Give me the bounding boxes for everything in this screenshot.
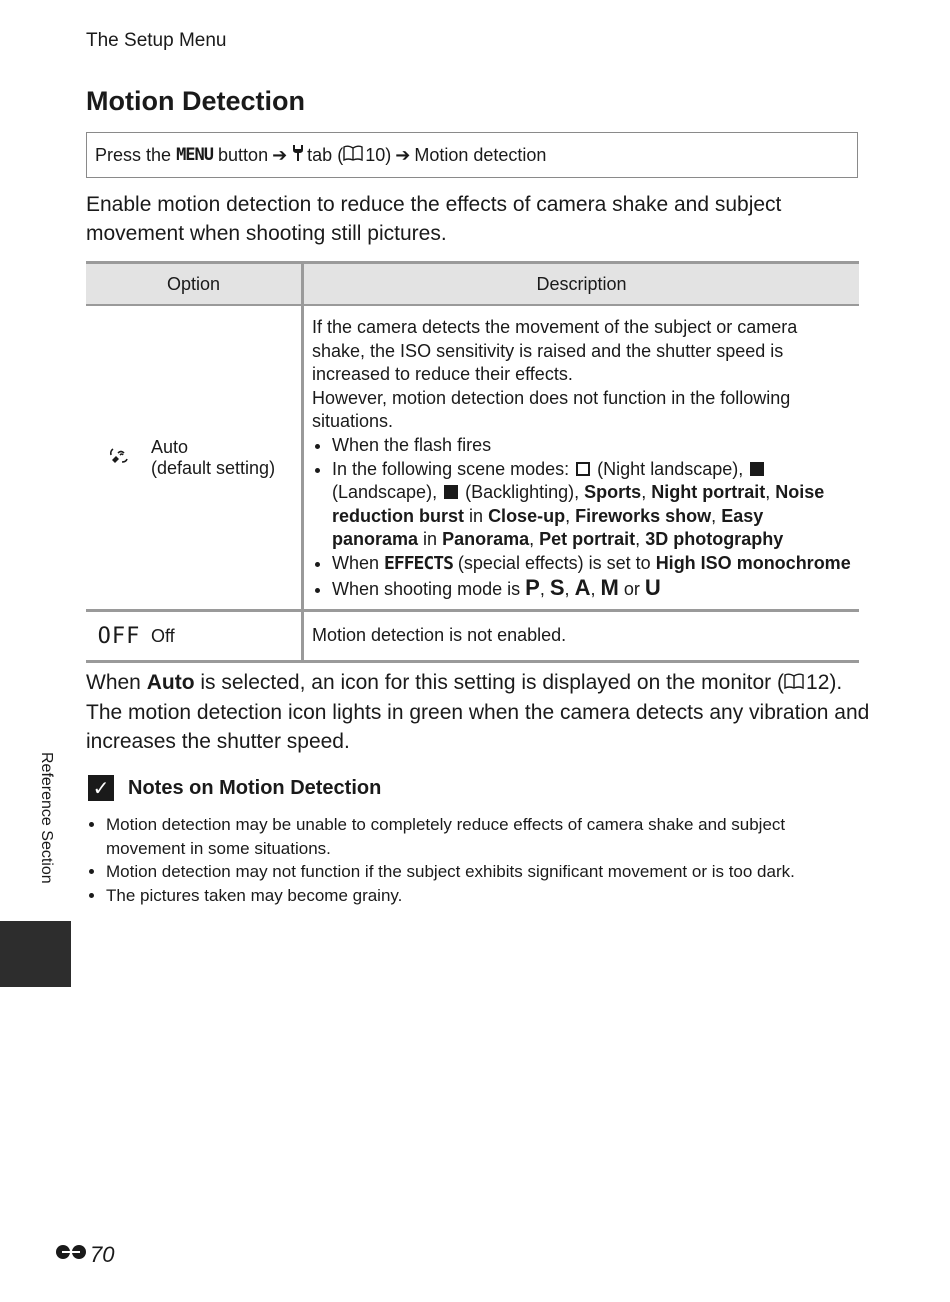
- separator: ,: [641, 482, 647, 503]
- bullet-scene-lead: In the following scene modes:: [332, 458, 570, 479]
- after-page-ref: 12: [806, 671, 830, 694]
- option-cell-auto: [86, 305, 303, 611]
- separator: ,: [564, 578, 570, 599]
- table-row-off: [86, 611, 859, 662]
- menu-path-prefix: Press the: [95, 144, 172, 165]
- bullet-mode-lead: When shooting mode is: [332, 578, 521, 599]
- connector-or: or: [623, 578, 640, 599]
- list-item: • Motion detection may not function if the subject exhibits significant movement or is too dark.: [106, 860, 866, 884]
- backlighting-icon: [444, 485, 458, 499]
- scene-3d-photography: 3D photography: [645, 529, 784, 550]
- notes-list: [88, 813, 866, 907]
- after-lead: When: [86, 671, 141, 694]
- menu-path-button-word: button: [218, 144, 269, 165]
- separator: ,: [590, 578, 596, 599]
- effects-glyph: EFFECTS: [384, 552, 453, 574]
- bullet-flash: When the flash fires: [332, 434, 492, 455]
- bullet-effects-mid: (special effects) is set to: [457, 552, 651, 573]
- separator: ,: [565, 505, 571, 526]
- mode-a-icon: A: [574, 574, 591, 600]
- scene-night-landscape: (Night landscape),: [597, 458, 744, 479]
- page-title: Motion Detection: [86, 86, 305, 116]
- list-item: [332, 434, 851, 458]
- scene-fireworks: Fireworks show: [575, 505, 712, 526]
- auto-description-p1: If the camera detects the movement of the subject or camera shake, the ISO sensitivity is raised and the shutter speed is increased to reduce their effects.: [312, 317, 798, 385]
- page-reference-icon: [784, 669, 806, 698]
- mode-m-icon: M: [600, 574, 619, 600]
- options-table: [86, 261, 859, 663]
- table-row-auto: [86, 305, 859, 611]
- night-landscape-icon: [576, 462, 590, 476]
- mode-u-icon: U: [644, 574, 661, 600]
- scene-closeup: Close-up: [488, 505, 566, 526]
- page-number: [54, 1242, 114, 1268]
- list-item: • The pictures taken may become grainy.: [106, 884, 866, 908]
- arrow-right-icon: ➔: [395, 144, 411, 165]
- after-mid: is selected, an icon for this setting is displayed on the monitor (: [200, 671, 785, 694]
- check-icon: ✓: [88, 775, 114, 801]
- column-header-description: Description: [303, 263, 860, 306]
- menu-path-tab-close: ): [385, 144, 392, 165]
- page-reference-icon: [343, 145, 365, 166]
- separator: ,: [529, 529, 535, 550]
- list-item: • Motion detection may be unable to completely reduce effects of camera shake and subject movement in some situations.: [106, 813, 866, 860]
- scene-panorama: Panorama: [442, 529, 530, 550]
- connector-in: in: [469, 505, 484, 526]
- scene-sports: Sports: [584, 482, 642, 503]
- separator: ,: [635, 529, 641, 550]
- menu-path-page-ref: 10: [365, 144, 386, 165]
- notes-title: Notes on Motion Detection: [128, 776, 382, 799]
- reference-section-icon: [54, 1243, 88, 1267]
- separator: ,: [711, 505, 717, 526]
- separator: ,: [765, 482, 771, 503]
- intro-paragraph: Enable motion detection to reduce the effects of camera shake and subject movement when shooting still pictures.: [86, 193, 782, 245]
- option-label-auto: Auto: [151, 436, 189, 457]
- scene-backlighting: (Backlighting),: [465, 482, 580, 503]
- connector-in: in: [423, 529, 438, 550]
- landscape-icon: [750, 462, 764, 476]
- after-paragraph: [86, 668, 876, 756]
- menu-path-destination: Motion detection: [414, 144, 547, 165]
- list-item: [332, 552, 851, 576]
- menu-path-box: [86, 132, 858, 178]
- scene-landscape: (Landscape),: [332, 482, 438, 503]
- after-auto: Auto: [146, 671, 195, 694]
- option-sublabel-auto: (default setting): [151, 457, 276, 478]
- list-item: [332, 458, 851, 552]
- list-item: [332, 576, 851, 602]
- off-icon: OFF: [97, 623, 141, 649]
- scene-pet-portrait: Pet portrait: [539, 529, 636, 550]
- option-label-off: Off: [151, 625, 175, 646]
- auto-description-p2: However, motion detection does not function in the following situations.: [312, 387, 791, 432]
- mode-s-icon: S: [549, 574, 565, 600]
- effect-high-iso-mono: High ISO monochrome: [655, 552, 851, 573]
- menu-path-tab-text: tab (: [307, 144, 344, 165]
- arrow-right-icon: ➔: [272, 144, 288, 165]
- motion-detection-icon: [87, 445, 151, 470]
- side-section-label: Reference Section: [38, 752, 55, 884]
- description-cell-auto: [303, 305, 860, 611]
- mode-p-icon: P: [525, 574, 540, 600]
- column-header-option: Option: [86, 263, 303, 306]
- side-section-tab: [0, 921, 71, 987]
- option-cell-off: [86, 611, 303, 662]
- running-head: The Setup Menu: [86, 30, 227, 51]
- scene-easy-panorama: Easy panorama: [332, 505, 764, 550]
- wrench-icon: [291, 144, 307, 167]
- page-number-value: 70: [90, 1242, 115, 1267]
- bullet-effects-lead: When: [332, 552, 380, 573]
- menu-button-glyph: MENU: [176, 145, 214, 165]
- notes-heading: [88, 775, 381, 801]
- separator: ,: [539, 578, 545, 599]
- scene-night-portrait: Night portrait: [651, 482, 766, 503]
- scene-noise-reduction: Noise reduction burst: [332, 482, 825, 526]
- description-cell-off: Motion detection is not enabled.: [303, 611, 860, 662]
- after-tail: ). The motion detection icon lights in green when the camera detects any vibration and increases the shutter speed.: [86, 671, 870, 753]
